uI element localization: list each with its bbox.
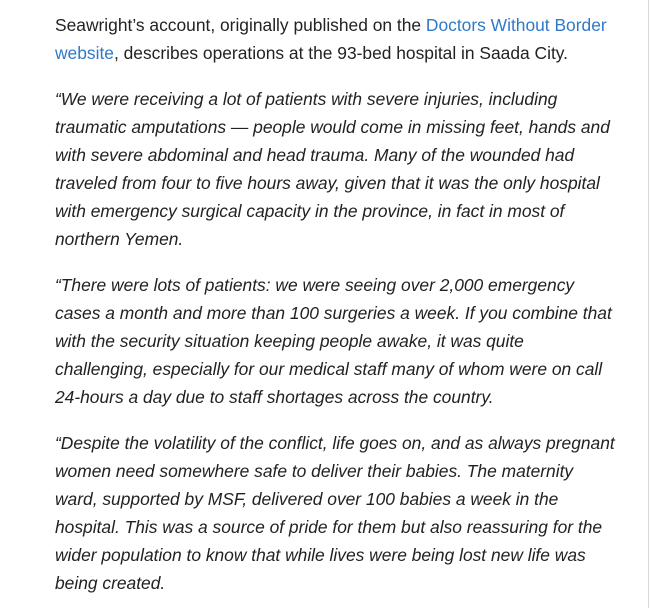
article-body <box>55 11 615 615</box>
intro-paragraph <box>55 11 615 67</box>
quote-paragraph-1: “We were receiving a lot of patients with severe injuries, including traumatic amputations — people would come in missing feet, hands and with severe abdominal and head trauma. Many of the wounded had traveled from four to five hours away, given that it was the only hospital with emergency surgical capacity in the province, in fact in most of northern Yemen. <box>55 89 610 249</box>
intro-text-before-link: Seawright’s account, originally published on the <box>55 15 426 35</box>
doctors-without-border-link[interactable]: Doctors Without Border website <box>55 15 607 63</box>
quote-paragraph-3: “Despite the volatility of the conflict, life goes on, and as always pregnant women need somewhere safe to deliver their babies. The maternity ward, supported by MSF, delivered over 100 babies a week in the hospital. This was a source of pride for them but also reassuring for the wider population to know that while lives were being lost new life was being created. <box>55 433 615 593</box>
page-edge-divider <box>648 0 649 608</box>
quote-paragraph-2: “There were lots of patients: we were seeing over 2,000 emergency cases a month and more than 100 surgeries a week. If you combine that with the security situation keeping people awake, it was quite challenging, especially for our medical staff many of whom were on call 24-hours a day due to staff shortages across the country. <box>55 275 612 407</box>
intro-text-after-link: , describes operations at the 93-bed hospital in Saada City. <box>113 43 569 63</box>
